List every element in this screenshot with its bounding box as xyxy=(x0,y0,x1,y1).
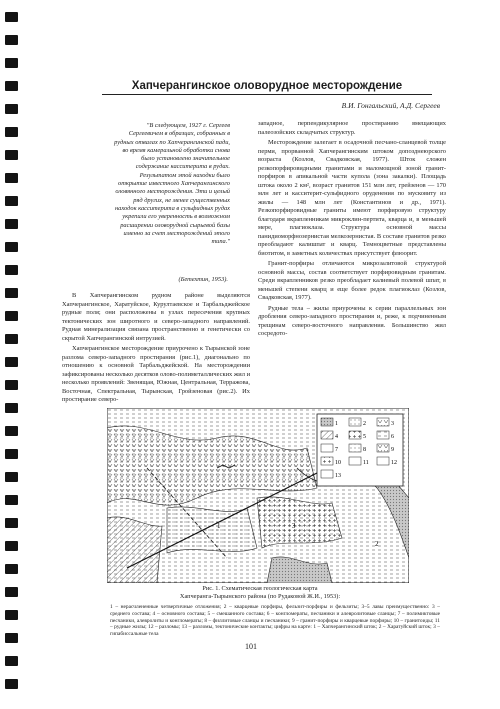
binding-hole xyxy=(5,449,18,459)
paragraph: западное, перпендикулярное простиранию вмещающих палеозойских складчатых структур. xyxy=(258,120,446,136)
legend-swatch xyxy=(377,457,389,465)
binding-hole xyxy=(5,518,18,528)
article-authors: В.И. Гонгальский, А.Д. Сергеев xyxy=(341,101,440,110)
legend-swatch xyxy=(349,444,361,452)
figure-caption xyxy=(110,585,410,601)
left-column xyxy=(62,292,250,407)
binding-hole xyxy=(5,127,18,137)
binding-hole xyxy=(5,564,18,574)
binding-hole xyxy=(5,81,18,91)
page-number: 101 xyxy=(245,642,257,651)
binding-hole xyxy=(5,426,18,436)
legend-swatch xyxy=(377,444,389,452)
map-unit-schists xyxy=(107,517,162,583)
binding-hole xyxy=(5,104,18,114)
binding-hole xyxy=(5,334,18,344)
binding-hole xyxy=(5,587,18,597)
legend-number: 8 xyxy=(363,447,366,453)
paragraph: Хапчерангинское месторождение приурочено к Тырынской зоне разлома северо-западного простирания (рис.1), диагонально по отношению к основной Тарбальджейской. На месторождении зафиксированы несколько десятков олово-полиметаллических жил и несколько проявлений: Звенящая, Южная, Центральная, Терражова, Восточная, Спектральная, Тырынская, Гройзеновая (рис.2). Их простирание северо- xyxy=(62,345,250,403)
legend-number: 11 xyxy=(363,460,369,466)
paragraph: Гранит-порфиры отличаются микрозалитовой структурой основной массы, состав соответствует порфировидным гранитам. Среди вкрапленников резко преобладает калиевый полевой шпат, в меньшей степени кварц и еще более редок плагиоклаз (Козлов, Свадковская, 1977). xyxy=(258,260,446,301)
figure-caption-line: Рис. 1. Схематическая геологическая карта xyxy=(202,585,318,592)
legend-number: 4 xyxy=(335,434,338,440)
legend-swatch xyxy=(349,418,361,426)
binding-hole xyxy=(5,12,18,22)
legend-swatch xyxy=(377,418,389,426)
legend-swatch xyxy=(349,457,361,465)
binding-hole xyxy=(5,58,18,68)
binding-hole xyxy=(5,265,18,275)
legend-swatch xyxy=(349,431,361,439)
paragraph: Рудные тела – жилы приурочены к серии параллельных зон дробления северо-западного простирания и, реже, к подчиненным трещинам северо-восточного направления. Большинство жил сосредото- xyxy=(258,304,446,337)
map-label: 3 xyxy=(292,522,296,530)
binding-hole xyxy=(5,150,18,160)
legend-number: 13 xyxy=(335,473,341,479)
map-label: 1 xyxy=(217,522,221,530)
article-title: Хапчерангинское оловорудное месторождение xyxy=(102,80,432,95)
binding-hole xyxy=(5,472,18,482)
legend-number: 3 xyxy=(391,421,394,427)
map-unit-sandstones xyxy=(167,507,257,553)
binding-hole xyxy=(5,656,18,666)
legend-number: 12 xyxy=(391,460,397,466)
figure-legend-text: 1 – нерасчлененные четвертичные отложения; 2 – кварцевые порфиры, фельзит-порфиры и фельзиты; 3–5 лавы преимущественно: 3 – среднего состава; 4 – основного состава; 5 – смешанного состава; 6 – конгломераты, песчаники и алевролитовые сланцы; 7 – полимиктовые песчаники, алевролиты и конгломераты; 8 – филлитовые сланцы и песчаники; 9 – гранит-порфиры и кварцевые порфиры; 10 – гранитоиды; 11 – рудные жилы; 12 – разломы; 13 – разломы, тектонические контакты; цифры на карте: 1 – Хапчерангинский шток; 2 – Харатуйский шток; 3 – гипабиссальные тела xyxy=(110,604,440,638)
legend-number: 10 xyxy=(335,460,341,466)
legend-swatch xyxy=(321,418,333,426)
binding-hole xyxy=(5,610,18,620)
binding-hole xyxy=(5,173,18,183)
map-legend xyxy=(317,414,403,486)
legend-number: 6 xyxy=(391,434,394,440)
legend-swatch xyxy=(321,431,333,439)
binding-hole xyxy=(5,242,18,252)
legend-number: 2 xyxy=(363,421,366,427)
map-unit-granitoids xyxy=(257,497,342,548)
binding-hole xyxy=(5,403,18,413)
binding-hole xyxy=(5,541,18,551)
map-label: 2 xyxy=(375,540,379,548)
document-page xyxy=(40,0,485,709)
legend-number: 1 xyxy=(335,421,338,427)
geological-map-figure xyxy=(107,408,409,583)
binding-hole xyxy=(5,196,18,206)
binding-hole xyxy=(5,219,18,229)
binding-hole xyxy=(5,633,18,643)
spiral-binding xyxy=(0,0,22,709)
epigraph-source: (Бетехтин, 1953). xyxy=(178,276,228,283)
legend-swatch xyxy=(321,457,333,465)
binding-hole xyxy=(5,380,18,390)
binding-hole xyxy=(5,679,18,689)
binding-hole xyxy=(5,495,18,505)
legend-number: 5 xyxy=(363,434,366,440)
binding-hole xyxy=(5,288,18,298)
legend-swatch xyxy=(321,444,333,452)
legend-swatch xyxy=(321,470,333,478)
binding-hole xyxy=(5,357,18,367)
paragraph: Месторождение залегает в осадочной песчано-сланцевой толще перми, прорванной Хапчерангинским штоком допозднеюрского возраста (Козлов, Свадковская, 1977). Шток сложен резкопорфировидными гранитами и маломощной зоной гранит-порфиров в апикальной части купола (зона закалки). Площадь штока около 2 км², возраст гранитов 151 млн лет, грейзенов — 170 млн лет и касситерит-сульфидного оруденения по мусковиту из жилы — 148 млн лет (Константинов и др., 1971). Резкопорфировидные граниты имеют порфировую структуру благодаря вкрапленникам микроклин-пертита, кварца и, в меньшей мере, плагиоклаза. Структура основной массы панидиоморфнозернистая мелкозернистая. В составе гранитов резко преобладают калишпат и кварц. Темноцветные представлены биотитом, в заметных количествах присутствует флюорит. xyxy=(258,139,446,257)
paragraph: В Хапчерангинском рудном районе выделяются Хапчерангинское, Харатуйское, Курултаевское и Тарбальджейское рудные поля; они расположены в узлах пересечения крупных тектонических зон широтного и северо-западного направлений. Рудная минерализация связана пространственно и генетически со скрытой Хапчерангинской интрузией. xyxy=(62,292,250,342)
legend-swatch xyxy=(377,431,389,439)
figure-caption-line: Хапчеранга-Тырынского района (по Рудаковой Ж.И., 1953): xyxy=(179,593,341,600)
binding-hole xyxy=(5,311,18,321)
legend-number: 7 xyxy=(335,447,338,453)
right-column xyxy=(258,120,446,341)
binding-hole xyxy=(5,35,18,45)
epigraph-text: "В следующем, 1927 г. Сергеев Сергеевичем в образцах, собранных в рудных отвалах по Хапчерангинской пади, во время камеральной обработки снова было установлено значительное содержание касситерита в рудах. Результатом этой находки было открытие известного Хапчерангинского оловянного месторождения. Эти и целый ряд других, не менее существенных находок касситерита в сульфидных рудах укрепили его уверенность в возможном расширении оловорудной сырьевой базы именно за счет месторождений этого типа." xyxy=(114,122,230,246)
legend-number: 9 xyxy=(391,447,394,453)
